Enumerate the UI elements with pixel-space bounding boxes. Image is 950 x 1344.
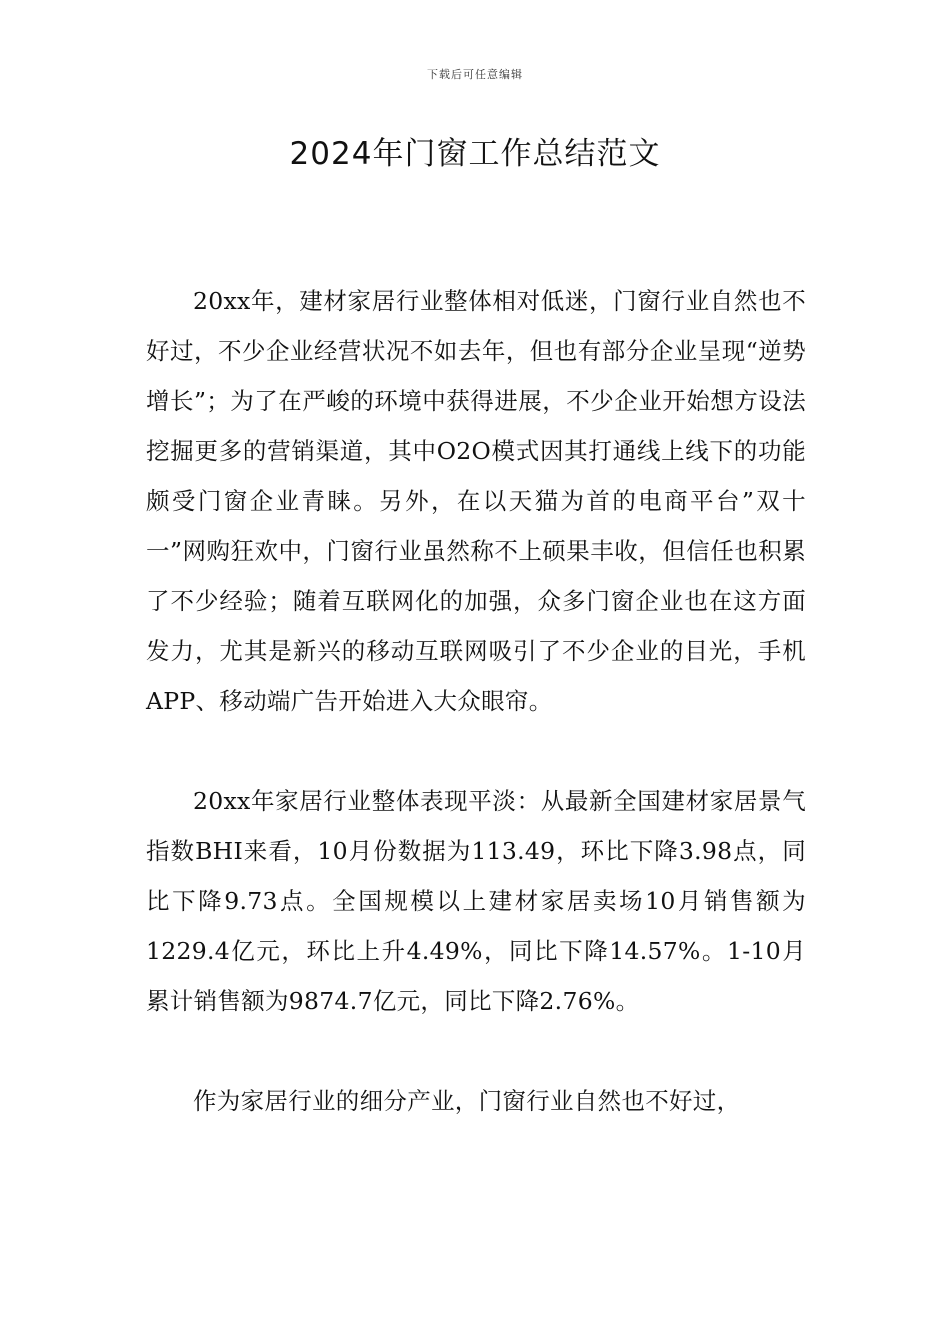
paragraph-2: 20xx年家居行业整体表现平淡：从最新全国建材家居景气指数BHI来看，10月份数据为113.49，环比下降3.98点，同比下降9.73点。全国规模以上建材家居卖场10月销售额为1229.4亿元，环比上升4.49%，同比下降14.57%。1-10月累计销售额为9874.7亿元，同比下降2.76%。 [146,787,806,1015]
document-title: 2024年门窗工作总结范文 [289,136,661,172]
paragraph-1: 20xx年，建材家居行业整体相对低迷，门窗行业自然也不好过，不少企业经营状况不如去年，但也有部分企业呈现“逆势增长”；为了在严峻的环境中获得进展，不少企业开始想方设法挖掘更多的营销渠道，其中O2O模式因其打通线上线下的功能颇受门窗企业青睐。另外，在以天猫为首的电商平台”双十一”网购狂欢中，门窗行业虽然称不上硕果丰收，但信任也积累了不少经验；随着互联网化的加强，众多门窗企业也在这方面发力，尤其是新兴的移动互联网吸引了不少企业的目光，手机APP、移动端广告开始进入大众眼帘。 [146,287,806,715]
paragraph-3: 作为家居行业的细分产业，门窗行业自然也不好过， [193,1087,741,1115]
document-body [146,276,806,1126]
header-note: 下载后可任意编辑 [427,68,523,81]
